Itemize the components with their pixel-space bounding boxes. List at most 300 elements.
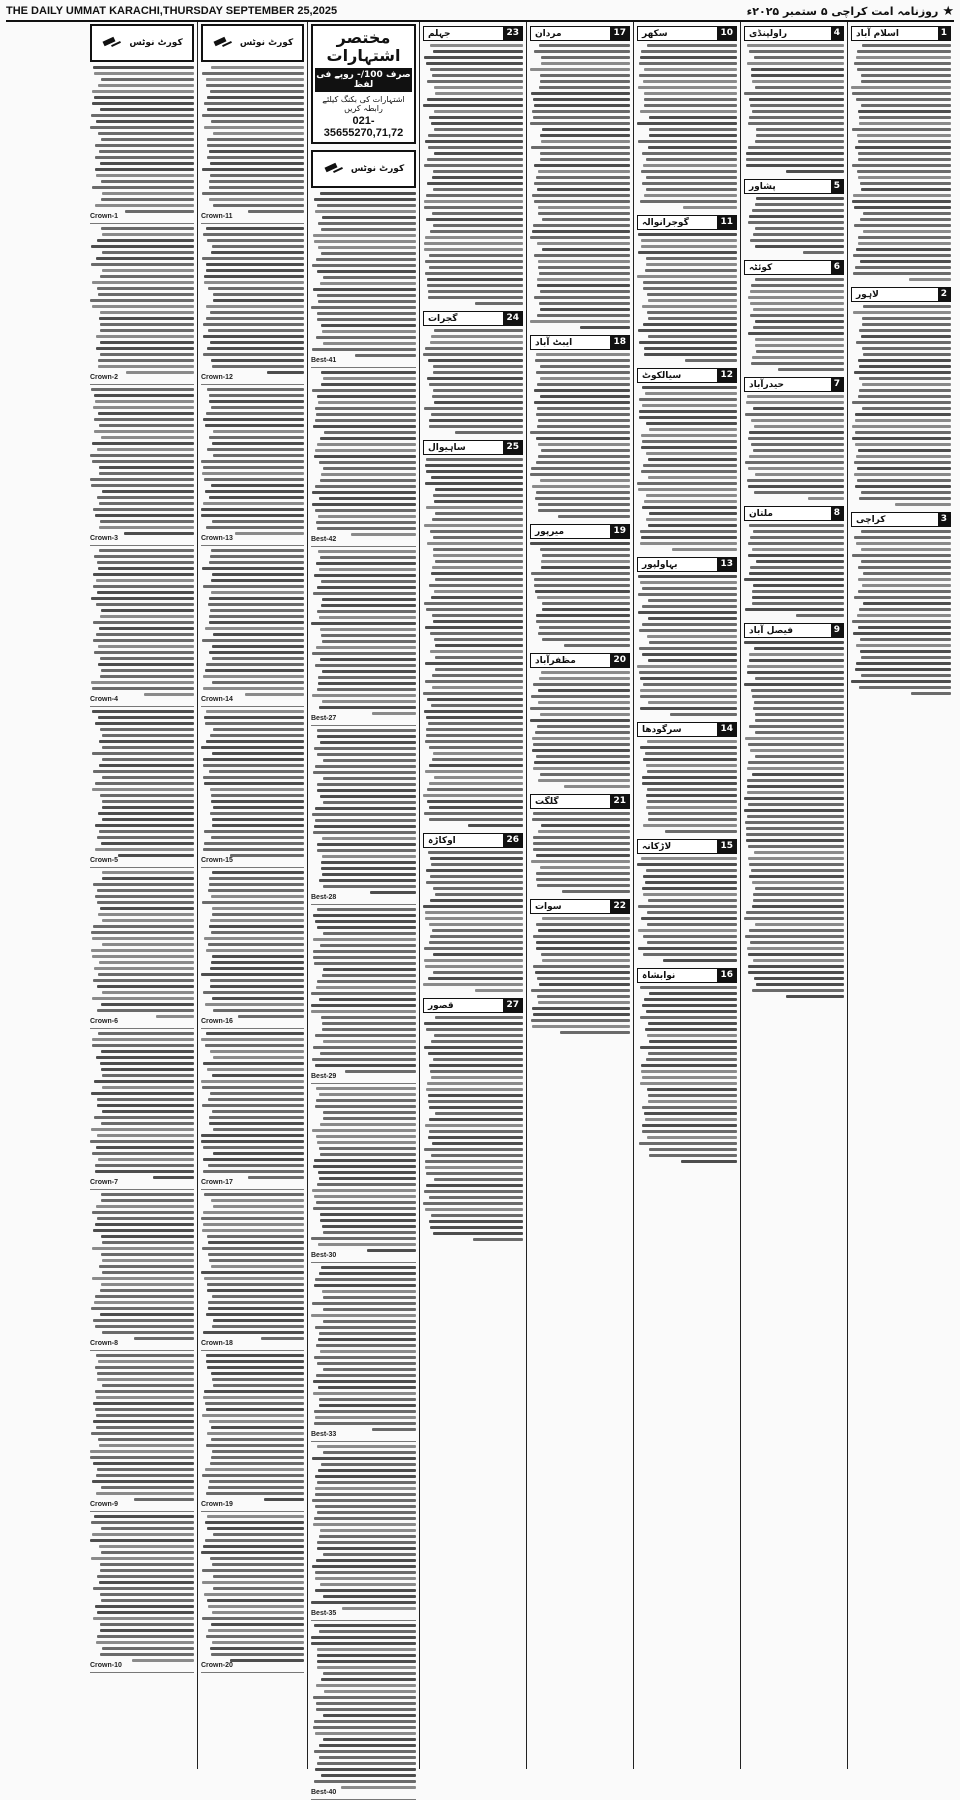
text-line bbox=[100, 1623, 194, 1626]
text-line bbox=[100, 323, 194, 326]
text-line bbox=[207, 239, 304, 242]
text-line bbox=[455, 431, 523, 434]
text-lines bbox=[637, 386, 737, 551]
news-item-city: پشاور bbox=[749, 181, 776, 192]
text-line bbox=[531, 1019, 630, 1022]
text-line bbox=[431, 572, 523, 575]
text-line bbox=[91, 388, 194, 391]
text-line bbox=[530, 719, 630, 722]
text-line bbox=[861, 548, 951, 551]
text-line bbox=[852, 437, 951, 440]
text-line bbox=[430, 1226, 523, 1229]
text-line bbox=[642, 1106, 737, 1109]
text-line bbox=[425, 917, 523, 920]
text-line bbox=[98, 973, 194, 976]
text-line bbox=[530, 431, 630, 434]
text-line bbox=[102, 192, 194, 195]
text-line bbox=[434, 1034, 523, 1037]
text-line bbox=[542, 128, 630, 131]
text-line bbox=[321, 371, 416, 374]
text-line bbox=[530, 320, 630, 323]
text-line bbox=[637, 482, 737, 485]
news-item-heading bbox=[637, 557, 737, 572]
text-line bbox=[642, 386, 737, 389]
text-line bbox=[858, 242, 951, 245]
text-line bbox=[311, 1237, 416, 1240]
text-line bbox=[859, 116, 951, 119]
text-line bbox=[101, 180, 194, 183]
text-line bbox=[641, 50, 738, 53]
text-line bbox=[312, 694, 416, 697]
text-line bbox=[212, 245, 304, 248]
text-line bbox=[540, 365, 630, 368]
text-line bbox=[95, 204, 194, 207]
text-line bbox=[132, 1659, 194, 1662]
text-line bbox=[536, 353, 630, 356]
text-line bbox=[434, 638, 523, 641]
text-line bbox=[202, 1414, 304, 1417]
text-line bbox=[756, 134, 844, 137]
text-lines bbox=[530, 353, 630, 518]
news-item-number: 27 bbox=[503, 999, 522, 1012]
text-line bbox=[317, 1183, 416, 1186]
text-line bbox=[210, 734, 304, 737]
text-line bbox=[100, 108, 194, 111]
text-line bbox=[322, 640, 417, 643]
news-item-city: گوجرانوالہ bbox=[642, 217, 689, 228]
text-line bbox=[428, 290, 523, 293]
text-line bbox=[852, 554, 951, 557]
text-line bbox=[94, 1515, 194, 1518]
text-line bbox=[642, 587, 737, 590]
news-item-city: ملتان bbox=[749, 508, 773, 519]
text-line bbox=[322, 974, 416, 977]
text-line bbox=[317, 735, 416, 738]
text-line bbox=[211, 406, 304, 409]
text-line bbox=[367, 1249, 416, 1252]
text-line bbox=[314, 574, 416, 577]
text-line bbox=[747, 815, 844, 818]
court-notice-ad bbox=[90, 710, 194, 868]
text-line bbox=[639, 74, 737, 77]
text-line bbox=[751, 284, 844, 287]
text-line bbox=[752, 596, 844, 599]
court-notice-ad bbox=[311, 729, 416, 905]
text-line bbox=[432, 518, 523, 521]
text-line bbox=[646, 1058, 737, 1061]
text-line bbox=[92, 1247, 194, 1250]
text-line bbox=[98, 84, 194, 87]
text-line bbox=[639, 398, 737, 401]
text-line bbox=[201, 460, 304, 463]
text-line bbox=[532, 818, 630, 821]
text-line bbox=[538, 1001, 630, 1004]
ad-code: Crown-16 bbox=[201, 1018, 233, 1025]
text-line bbox=[323, 467, 416, 470]
text-line bbox=[202, 472, 304, 475]
court-notice-ad bbox=[311, 192, 416, 368]
text-line bbox=[213, 1575, 304, 1578]
text-line bbox=[433, 50, 523, 53]
text-line bbox=[313, 1726, 416, 1729]
text-line bbox=[97, 1378, 194, 1381]
text-line bbox=[429, 818, 523, 821]
text-line bbox=[746, 911, 844, 914]
text-line bbox=[644, 347, 737, 350]
text-line bbox=[858, 626, 951, 629]
text-line bbox=[755, 731, 844, 734]
text-line bbox=[318, 682, 416, 685]
text-lines bbox=[90, 1032, 194, 1179]
text-line bbox=[642, 305, 737, 308]
text-line bbox=[744, 917, 844, 920]
text-line bbox=[429, 266, 523, 269]
text-line bbox=[319, 1093, 416, 1096]
text-line bbox=[321, 473, 416, 476]
text-line bbox=[207, 1068, 304, 1071]
text-lines bbox=[851, 305, 951, 506]
text-line bbox=[640, 695, 737, 698]
text-line bbox=[202, 1474, 304, 1477]
text-line bbox=[323, 1672, 416, 1675]
text-line bbox=[322, 670, 416, 673]
text-line bbox=[537, 596, 630, 599]
text-line bbox=[324, 1690, 417, 1693]
text-line bbox=[856, 98, 951, 101]
text-line bbox=[748, 554, 844, 557]
text-line bbox=[93, 1420, 194, 1423]
text-line bbox=[756, 983, 844, 986]
text-line bbox=[211, 800, 304, 803]
text-line bbox=[644, 1112, 737, 1115]
ad-code: Crown-13 bbox=[201, 535, 233, 542]
text-line bbox=[425, 272, 523, 275]
text-line bbox=[424, 812, 523, 815]
text-line bbox=[536, 923, 630, 926]
news-item-number: 19 bbox=[610, 525, 629, 538]
text-line bbox=[434, 110, 524, 113]
text-line bbox=[750, 302, 844, 305]
text-line bbox=[206, 526, 304, 529]
text-line bbox=[313, 234, 416, 237]
text-line bbox=[100, 1653, 194, 1656]
text-line bbox=[206, 269, 304, 272]
text-line bbox=[745, 821, 844, 824]
text-line bbox=[562, 890, 630, 893]
text-line bbox=[315, 807, 416, 810]
text-line bbox=[203, 1158, 304, 1161]
text-line bbox=[206, 710, 304, 713]
text-line bbox=[95, 400, 195, 403]
text-line bbox=[648, 659, 737, 662]
text-line bbox=[134, 1498, 194, 1501]
text-line bbox=[642, 1076, 737, 1079]
text-line bbox=[540, 134, 630, 137]
text-line bbox=[101, 1599, 194, 1602]
text-line bbox=[534, 389, 630, 392]
text-line bbox=[203, 1146, 304, 1149]
text-line bbox=[643, 164, 737, 167]
news-item-city: اوکاڑہ bbox=[428, 835, 456, 846]
news-item-number: 4 bbox=[831, 27, 843, 40]
text-line bbox=[315, 1416, 416, 1419]
text-line bbox=[315, 1589, 416, 1592]
news-item-heading bbox=[744, 506, 844, 521]
text-line bbox=[432, 74, 523, 77]
news-item-heading bbox=[851, 512, 951, 527]
text-line bbox=[542, 218, 630, 221]
text-line bbox=[643, 824, 737, 827]
text-line bbox=[323, 759, 416, 762]
news-item-heading bbox=[744, 377, 844, 392]
text-line bbox=[859, 329, 951, 332]
text-line bbox=[752, 773, 844, 776]
text-lines bbox=[637, 233, 737, 362]
text-line bbox=[533, 935, 630, 938]
masthead-english: THE DAILY UMMAT KARACHI,THURSDAY SEPTEMBER 25,2025 bbox=[6, 5, 338, 17]
news-item-city: مردان bbox=[535, 28, 562, 39]
text-line bbox=[209, 198, 304, 201]
text-line bbox=[321, 324, 416, 327]
text-line bbox=[752, 110, 844, 113]
text-line bbox=[542, 959, 630, 962]
text-line bbox=[318, 300, 416, 303]
news-item-number: 23 bbox=[503, 27, 522, 40]
text-line bbox=[857, 467, 951, 470]
text-lines bbox=[744, 395, 844, 500]
text-line bbox=[854, 596, 951, 599]
text-line bbox=[213, 1009, 304, 1012]
text-line bbox=[855, 443, 951, 446]
text-line bbox=[323, 1451, 416, 1454]
text-line bbox=[95, 1366, 194, 1369]
text-line bbox=[534, 254, 630, 257]
text-line bbox=[92, 1211, 194, 1214]
text-line bbox=[754, 701, 844, 704]
text-line bbox=[100, 1563, 194, 1566]
text-line bbox=[564, 785, 630, 788]
text-line bbox=[323, 1714, 416, 1717]
ad-code: Crown-3 bbox=[90, 535, 118, 542]
text-line bbox=[430, 1070, 523, 1073]
text-line bbox=[95, 144, 194, 147]
text-lines bbox=[530, 44, 630, 329]
text-line bbox=[97, 561, 194, 564]
text-line bbox=[753, 308, 844, 311]
news-item-heading bbox=[851, 287, 951, 302]
text-line bbox=[644, 500, 737, 503]
text-line bbox=[93, 1617, 194, 1620]
text-line bbox=[645, 1028, 737, 1031]
text-line bbox=[428, 977, 523, 980]
ad-code: Best-41 bbox=[311, 357, 337, 364]
news-item-city: اسلام آباد bbox=[856, 28, 899, 39]
text-line bbox=[101, 842, 194, 845]
text-line bbox=[313, 1207, 416, 1210]
text-line bbox=[313, 1380, 416, 1383]
text-line bbox=[432, 686, 523, 689]
news-column bbox=[847, 22, 954, 1769]
text-line bbox=[212, 913, 304, 916]
text-line bbox=[426, 1088, 523, 1091]
text-line bbox=[857, 68, 951, 71]
text-line bbox=[433, 389, 523, 392]
text-line bbox=[97, 836, 194, 839]
text-line bbox=[320, 944, 416, 947]
text-line bbox=[100, 657, 194, 660]
text-lines bbox=[423, 1016, 523, 1241]
text-line bbox=[95, 1170, 194, 1173]
text-line bbox=[646, 452, 737, 455]
text-line bbox=[755, 338, 844, 341]
text-line bbox=[95, 156, 194, 159]
text-line bbox=[533, 965, 630, 968]
text-line bbox=[641, 434, 737, 437]
ad-code: Crown-8 bbox=[90, 1340, 118, 1347]
text-line bbox=[323, 777, 416, 780]
text-line bbox=[323, 276, 416, 279]
news-item-number: 8 bbox=[831, 507, 843, 520]
text-line bbox=[643, 758, 737, 761]
ad-code: Best-35 bbox=[311, 1610, 337, 1617]
text-line bbox=[538, 503, 630, 506]
text-line bbox=[430, 44, 523, 47]
news-item-city: گلگت bbox=[535, 796, 559, 807]
text-line bbox=[428, 1094, 523, 1097]
ad-code: Crown-17 bbox=[201, 1179, 233, 1186]
text-line bbox=[755, 320, 844, 323]
text-line bbox=[96, 120, 194, 123]
text-line bbox=[314, 240, 416, 243]
text-line bbox=[858, 359, 951, 362]
text-line bbox=[425, 770, 523, 773]
text-line bbox=[92, 281, 194, 284]
text-line bbox=[643, 935, 737, 938]
text-line bbox=[424, 248, 524, 251]
text-line bbox=[429, 764, 523, 767]
text-line bbox=[639, 416, 737, 419]
text-line bbox=[92, 1044, 194, 1047]
text-line bbox=[749, 50, 844, 53]
court-notice-title: کورٹ نوٹس bbox=[239, 38, 294, 48]
text-line bbox=[541, 56, 630, 59]
text-line bbox=[238, 1015, 304, 1018]
gavel-icon bbox=[323, 163, 345, 175]
text-line bbox=[312, 1499, 416, 1502]
text-line bbox=[98, 365, 194, 368]
text-line bbox=[101, 1068, 194, 1071]
text-line bbox=[317, 789, 416, 792]
text-line bbox=[473, 1238, 523, 1241]
text-line bbox=[207, 1599, 304, 1602]
text-line bbox=[91, 681, 194, 684]
news-item bbox=[744, 506, 844, 617]
text-line bbox=[748, 296, 844, 299]
news-item bbox=[423, 311, 523, 434]
text-line bbox=[427, 182, 523, 185]
text-line bbox=[648, 524, 737, 527]
text-line bbox=[748, 146, 844, 149]
text-line bbox=[424, 56, 523, 59]
court-notice-ad bbox=[311, 550, 416, 726]
text-line bbox=[100, 907, 194, 910]
text-line bbox=[753, 407, 844, 410]
text-line bbox=[322, 330, 416, 333]
text-line bbox=[98, 359, 194, 362]
text-line bbox=[321, 580, 416, 583]
text-line bbox=[672, 548, 737, 551]
text-line bbox=[539, 272, 630, 275]
text-line bbox=[321, 1266, 416, 1269]
text-line bbox=[856, 542, 951, 545]
text-line bbox=[90, 1539, 194, 1542]
text-line bbox=[213, 1056, 304, 1059]
text-line bbox=[207, 156, 304, 159]
text-line bbox=[317, 1666, 416, 1669]
text-line bbox=[434, 401, 523, 404]
text-line bbox=[434, 86, 523, 89]
text-line bbox=[320, 795, 416, 798]
text-line bbox=[313, 1523, 416, 1526]
text-line bbox=[314, 1356, 416, 1359]
text-line bbox=[749, 215, 844, 218]
text-line bbox=[206, 949, 304, 952]
text-line bbox=[205, 669, 304, 672]
text-lines bbox=[201, 1032, 304, 1179]
text-line bbox=[755, 227, 844, 230]
court-notice-ad bbox=[90, 549, 194, 707]
news-item bbox=[530, 794, 630, 893]
text-line bbox=[645, 392, 737, 395]
text-line bbox=[541, 671, 630, 674]
text-line bbox=[207, 1283, 304, 1286]
text-line bbox=[212, 752, 304, 755]
text-line bbox=[207, 1432, 304, 1435]
text-line bbox=[855, 413, 951, 416]
text-line bbox=[426, 506, 523, 509]
text-line bbox=[96, 603, 194, 606]
text-line bbox=[94, 96, 194, 99]
text-line bbox=[648, 1052, 737, 1055]
court-notice-title: کورٹ نوٹس bbox=[129, 38, 183, 48]
text-line bbox=[648, 335, 737, 338]
text-lines bbox=[311, 550, 416, 715]
text-line bbox=[210, 90, 304, 93]
text-line bbox=[754, 647, 845, 650]
text-line bbox=[749, 653, 844, 656]
text-line bbox=[853, 254, 951, 257]
text-line bbox=[647, 923, 737, 926]
text-line bbox=[540, 395, 630, 398]
text-line bbox=[749, 725, 844, 728]
text-line bbox=[535, 731, 630, 734]
text-line bbox=[749, 98, 844, 101]
text-line bbox=[852, 164, 951, 167]
text-line bbox=[752, 80, 844, 83]
ads-column bbox=[197, 22, 307, 1769]
text-line bbox=[206, 1360, 304, 1363]
text-line bbox=[206, 227, 304, 230]
text-line bbox=[203, 1396, 304, 1399]
text-line bbox=[207, 1289, 304, 1292]
star-icon: ★ bbox=[942, 3, 954, 19]
text-line bbox=[124, 532, 194, 535]
text-line bbox=[320, 628, 416, 631]
text-line bbox=[539, 86, 630, 89]
text-line bbox=[432, 614, 523, 617]
text-line bbox=[211, 1265, 304, 1268]
text-line bbox=[750, 314, 844, 317]
